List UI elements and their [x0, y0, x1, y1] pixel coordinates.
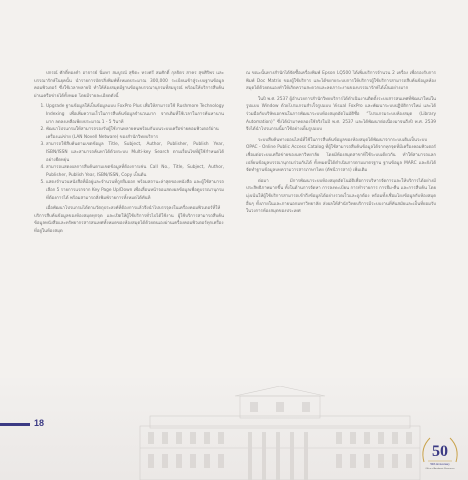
- right-paragraph-1: ณ ขณะนั้นทางสำนักได้จัดซื้อเครื่องพิมพ์ Epson LQ500 ได้เพิ่มบริการจำนวน 2 เครื่อง เพื่อรองรับการพิมพ์ Doc Matrix ของผู้ใช้บริการ และได้ขยายระบบการให้บริการผู้ใช้บริการสามารถสืบค้นข้อมูลห้องสมุดได้ด้วยตนเองทำให้เกิดความสะดวกและลดภาระงานของบรรณารักษ์ได้เป็นอย่างมาก: [246, 71, 436, 92]
- right-text-column: [246, 70, 436, 216]
- right-paragraph-3: ระบบสืบค้นทางออนไลน์ที่ใช้ในการสืบค้นข้อมูลของห้องสมุดได้พัฒนาจากระบบเดิมเป็นระบบ OPAC - Online Public Access Catalog ที่ผู้ใช้สามารถสืบค้นข้อมูลได้จากทุกจุดที่มีเครื่องคอมพิวเตอร์เชื่อมต่อระบบเครือข่ายของมหาวิทยาลัย โดยมีห้องสมุดสาขาที่ใช้ระบบเดียวกัน ทำให้สามารถแลกเปลี่ยนข้อมูลบรรณานุกรมร่วมกันได้ ทั้งหมดนี้ได้ดำเนินการตามมาตรฐาน ฐานข้อมูล MARC และยังได้จัดทำฐานข้อมูลบทความวารสารภาษาไทย (ดัชนีวารสาร) เพิ่มเติม: [246, 137, 436, 174]
- feature-item-5: 5. แสดงจำนวนหนังสือที่มีอยู่และจำนวนที่ถูกยืมออก พร้อมสถานะล่าสุดของหนังสือ และผู้ใช้สามารถเลือก 5 รายการแรกจาก Key Page Up/Down เพื่อเลื่อนหน้าจอแสดงผลข้อมูลเพื่อดูบรรณานุกรมที่ต้องการได้ พร้อมสามารถสั่งพิมพ์รายการทั้งหมดได้ทันที: [46, 179, 224, 202]
- logo-caption-2: Office of Academic Resources: [425, 468, 455, 470]
- left-text-column: [34, 70, 224, 235]
- page-number: 18: [34, 418, 45, 428]
- feature-list: [34, 103, 224, 202]
- right-paragraph-4: ต่อมา มีการพัฒนาระบบห้องสมุดอัตโนมัติเพื่อการบริหารจัดการและให้บริการได้อย่างมีประสิทธิภาพมากขึ้น ทั้งในด้านการจัดหา การลงทะเบียน การทำรายการ การยืม-คืน และการสืบค้น โดยมุ่งเน้นให้ผู้ใช้บริการสามารถเข้าถึงข้อมูลได้อย่างรวดเร็วและถูกต้อง พร้อมทั้งเชื่อมโยงข้อมูลกับห้องสมุดอื่นๆ ทั้งภายในและภายนอกมหาวิทยาลัย ส่งผลให้สำนักวิทยบริการมีระบบงานที่ทันสมัยและเป็นที่ยอมรับในวงการห้องสมุดของประเทศ: [246, 178, 436, 215]
- page-number-accent-bar: [0, 423, 30, 426]
- building-watermark-illustration: [130, 386, 430, 480]
- right-paragraph-2: ในปี พ.ศ. 2537 ผู้อำนวยการสำนักวิทยบริการได้ดำเนินงานติดตั้งระบบสารสนเทศที่พัฒนาใหม่ในรูปแบบ Window ด้วยโปรแกรมสำเร็จรูปแบบ Visual FoxPro และพัฒนาระบบปฏิบัติการใหม่ และได้ร่วมมือกับบริษัทเอกชนในการพัฒนาระบบห้องสมุดอัตโนมัติชื่อ “โปรแกรมระบบห้องสมุด (Library Automation)” ซึ่งได้นำมาทดลองใช้จริงในปี พ.ศ. 2537 และได้พัฒนาต่อเนื่องมาจนถึงปี พ.ศ. 2539 จึงได้นำโปรแกรมนี้มาใช้อย่างเต็มรูปแบบ: [246, 96, 436, 133]
- anniversary-logo: [418, 432, 462, 472]
- feature-item-4: 4. สามารถแสดงผลการสืบค้นตามเขตข้อมูลที่ต้องการเช่น Call No., Title, Subject, Author, Publisher, Publish Year, ISBN/ISSN, Copy เป็นต้น: [46, 164, 224, 179]
- logo-number: 50: [432, 443, 448, 460]
- left-closing-paragraph: เมื่อพัฒนาโปรแกรมได้ตามวัตถุประสงค์ที่ต้องการแล้วจึงนำไปบรรจุลงในเครื่องคอมพิวเตอร์ที่ให้บริการสืบค้นข้อมูลของห้องสมุดทุกจุด และเปิดให้ผู้ใช้บริการทั่วไปได้ใช้งาน ผู้ใช้บริการสามารถสืบค้นข้อมูลหนังสือและทรัพยากรสารสนเทศทั้งหมดของห้องสมุดได้ด้วยตนเองผ่านเครื่องคอมพิวเตอร์ทุกเครื่องที่อยู่ในห้องสมุด: [34, 206, 224, 234]
- logo-caption-1: 50th Anniversary: [430, 463, 450, 466]
- feature-item-2: 2. พัฒนาโปรแกรมให้สามารถรองรับผู้ใช้งานหลายคนพร้อมกันบนระบบเครือข่ายคอมพิวเตอร์ผ่านเครื่องแม่ข่าย (LAN Novell Netware) ของสำนักวิทยบริการ: [46, 126, 224, 141]
- feature-item-1: 1. Upgrade ฐานข้อมูลให้เป็นข้อมูลแบบ FoxPro Plus เพื่อให้สามารถใช้ Rushmore Technology Indexing เพื่อเพิ่มความเร็วในการสืบค้นข้อมูลจำนวนมาก จากเดิมที่ใช้เวลาในการค้นหานานมาก ลดลงเหลือเพียงประมาณ 1 - 5 วินาที: [46, 103, 224, 126]
- feature-item-3: 3. สามารถใช้สืบค้นตามเขตข้อมูล Title, Subject, Author, Publisher, Publish Year, ISBN/ISSN และสามารถค้นหาได้ด้วยระบบ Multi-key Search ตามเงื่อนไขที่ผู้ใช้กำหนดได้อย่างยืดหยุ่น: [46, 141, 224, 164]
- left-intro-paragraph: ปกรณ์ ศักดิ์ทองคำ อาจารย์ นิ่มหา สมบูรณ์ สุขิตะ ทรงศรี สมศักดิ์ กุลจิตร สาคร สุขศิริพร และบรรณารักษ์ในยุคนั้น นำรายการบัตรสิ่งพิมพ์ทั้งหมดประมาณ 300,000 ระเบียนเข้าสู่ระบบฐานข้อมูลคอมพิวเตอร์ ซึ่งใช้เวลาหลายปี ทำให้ห้องสมุดมีฐานข้อมูลบรรณานุกรมที่สมบูรณ์ พร้อมให้บริการสืบค้นผ่านเครือข่ายได้ทั้งหมด โดยมีรายละเอียดดังนี้: [34, 71, 224, 99]
